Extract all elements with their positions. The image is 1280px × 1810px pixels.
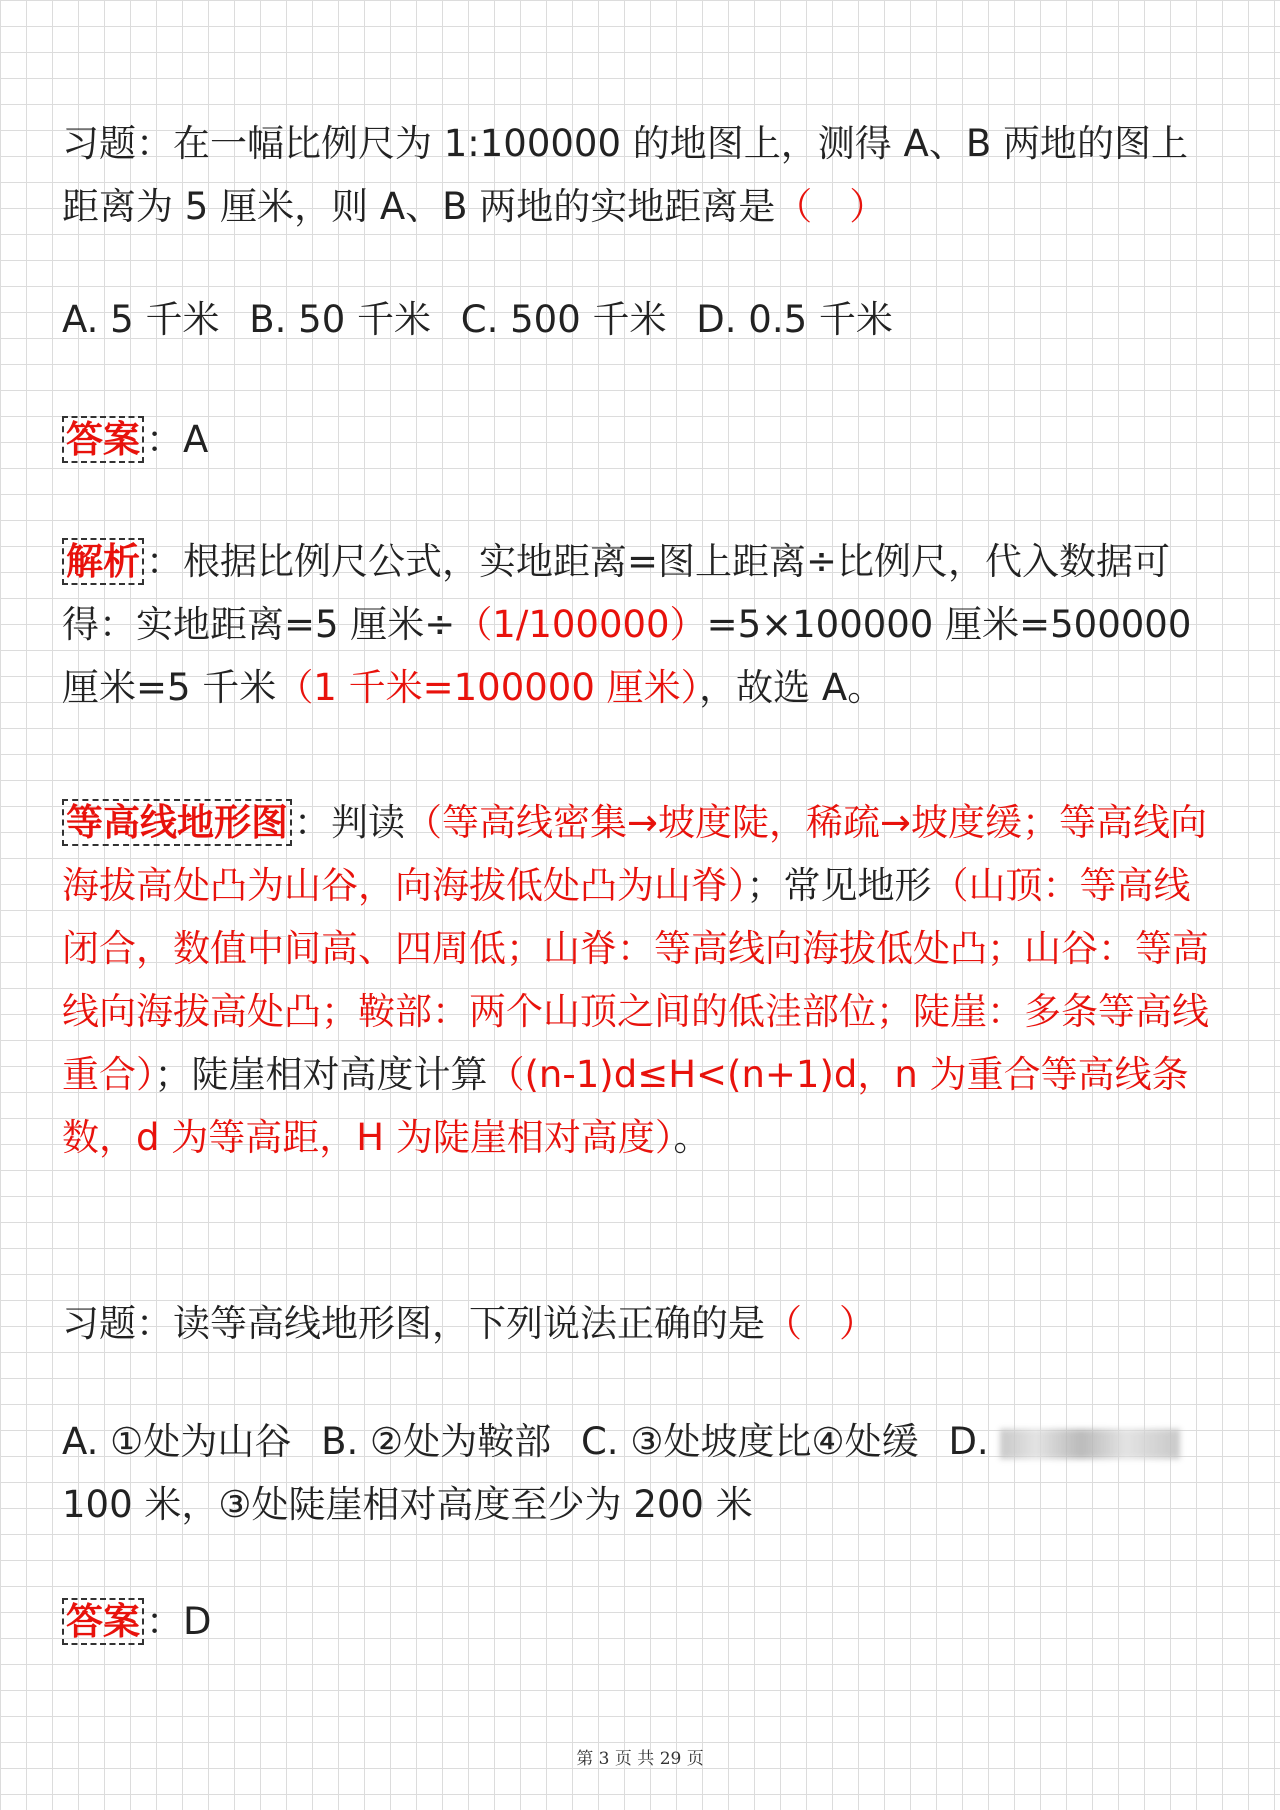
option-d: D. 0.5 千米	[696, 298, 893, 341]
option-d-continued: 100 米，③处陡崖相对高度至少为 200 米	[62, 1483, 753, 1526]
option-c: C. 500 千米	[460, 298, 667, 341]
analysis-tag: 解析	[62, 538, 144, 585]
analysis-text-2: =5×100000 厘米=500000 厘米=5 千米	[62, 603, 1192, 709]
question-1-answer	[62, 408, 1212, 471]
analysis-text-3: ，故选 A。	[699, 666, 885, 709]
knowledge-highlight-1: （等高线密集→坡度陡，稀疏→坡度缓；等高线向海拔高处凸为山谷，向海拔低处凸为山脊）	[62, 801, 1208, 907]
analysis-highlight-1: （1/100000）	[455, 603, 707, 646]
page-footer: 第 3 页 共 29 页	[576, 1749, 704, 1769]
analysis-highlight-2: （1 千米=100000 厘米）	[276, 666, 700, 709]
knowledge-highlight-2: （山顶：等高线闭合，数值中间高、四周低；山脊：等高线向海拔低处凸；山谷：等高线向海拔高处凸；鞍部：两个山顶之间的低洼部位；陡崖：多条等高线重合）	[62, 864, 1209, 1096]
question-2-text: 习题：读等高线地形图，下列说法正确的是	[62, 1302, 765, 1345]
option-a: A. ①处为山谷	[62, 1420, 292, 1463]
answer-text: ：D	[146, 1600, 212, 1643]
answer-text: ：A	[146, 418, 209, 461]
question-2-blank: （ ）	[765, 1302, 876, 1345]
question-2	[62, 1292, 1212, 1355]
question-1-text: 习题：在一幅比例尺为 1:100000 的地图上，测得 A、B 两地的图上距离为 5 厘米，则 A、B 两地的实地距离是	[62, 122, 1188, 228]
answer-tag: 答案	[62, 1598, 144, 1645]
analysis-text-1: ：根据比例尺公式，实地距离=图上距离÷比例尺，代入数据可得：实地距离=5 厘米÷	[62, 540, 1171, 646]
knowledge-highlight-3: （(n-1)d≤H<(n+1)d，n 为重合等高线条数，d 为等高距，H 为陡崖相对高度）	[62, 1053, 1189, 1159]
knowledge-text-1: ：判读	[294, 801, 405, 844]
option-c: C. ③处坡度比④处缓	[580, 1420, 919, 1463]
question-1-options	[62, 288, 1212, 351]
question-1	[62, 112, 1212, 238]
option-b: B. 50 千米	[249, 298, 432, 341]
option-a: A. 5 千米	[62, 298, 220, 341]
knowledge-text-4: 。	[673, 1116, 711, 1159]
question-1-blank: （ ）	[775, 185, 887, 228]
knowledge-point	[62, 791, 1212, 1169]
knowledge-text-2: ；常见地形	[746, 864, 932, 907]
answer-tag: 答案	[62, 416, 144, 463]
option-b: B. ②处为鞍部	[321, 1420, 552, 1463]
question-2-options	[62, 1410, 1212, 1536]
question-1-analysis	[62, 530, 1212, 719]
question-2-answer	[62, 1590, 1212, 1653]
option-d: D.	[948, 1420, 989, 1463]
blurred-text	[1000, 1429, 1180, 1459]
knowledge-text-3: ；陡崖相对高度计算	[154, 1053, 488, 1096]
knowledge-tag: 等高线地形图	[62, 799, 292, 846]
